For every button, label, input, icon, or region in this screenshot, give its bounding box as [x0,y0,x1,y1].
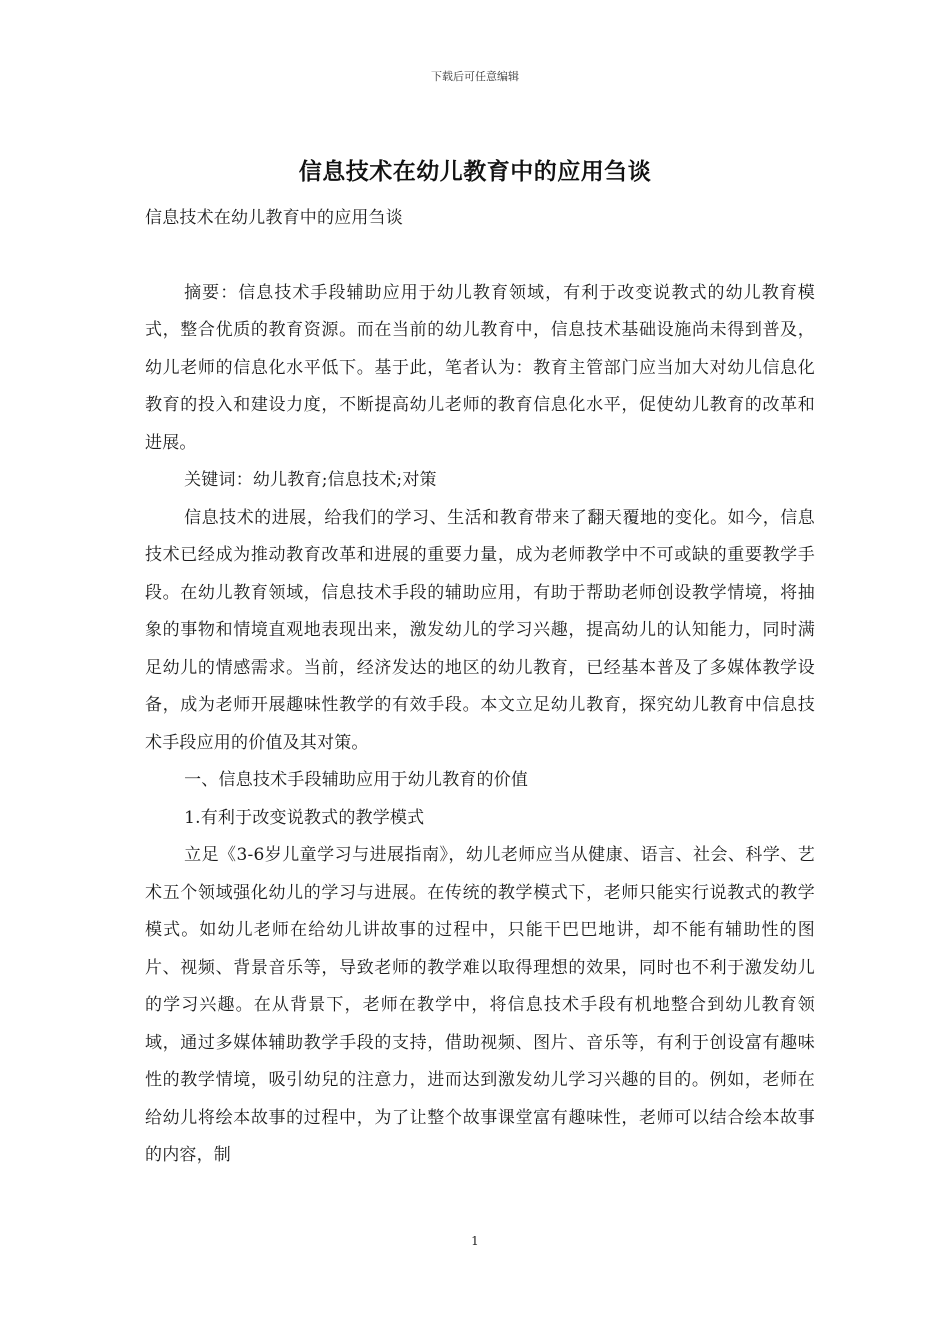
header-note: 下载后可任意编辑 [431,70,519,83]
section-heading: 一、信息技术手段辅助应用于幼儿教育的价值 [184,770,529,790]
body-paragraph: 立足《3-6岁儿童学习与进展指南》，幼儿老师应当从健康、语言、社会、科学、艺术五个领域强化幼儿的学习与进展。在传统的教学模式下，老师只能实行说教式的教学模式。如幼儿老师在给幼儿讲故事的过程中，只能干巴巴地讲，却不能有辅助性的图片、视频、背景音乐等，导致老师的教学难以取得理想的效果，同时也不利于激发幼儿的学习兴趣。在从背景下，老师在教学中，将信息技术手段有机地整合到幼儿教育领域，通过多媒体辅助教学手段的支持，借助视频、图片、音乐等，有利于创设富有趣味性的教学情境，吸引幼兒的注意力，进而达到激发幼儿学习兴趣的目的。例如，老师在给幼儿将绘本故事的过程中，为了让整个故事课堂富有趣味性，老师可以结合绘本故事的内容，制 [145,845,815,1165]
keywords-line: 关键词：幼儿教育;信息技术;对策 [184,470,437,490]
subsection-heading: 1.有利于改变说教式的教学模式 [184,807,425,828]
page-number: 1 [471,1234,479,1248]
document-subtitle: 信息技术在幼儿教育中的应用刍谈 [145,208,403,228]
document-title: 信息技术在幼儿教育中的应用刍谈 [298,159,652,185]
blank-line [145,238,815,275]
document-body [145,200,815,1175]
intro-paragraph: 信息技术的进展，给我们的学习、生活和教育带来了翻天覆地的变化。如今，信息技术已经成为推动教育改革和进展的重要力量，成为老师教学中不可或缺的重要教学手段。在幼儿教育领域，信息技术手段的辅助应用，有助于帮助老师创设教学情境，将抽象的事物和情境直观地表现出来，激发幼儿的学习兴趣，提高幼儿的认知能力，同时满足幼儿的情感需求。当前，经济发达的地区的幼儿教育，已经基本普及了多媒体教学设备，成为老师开展趣味性教学的有效手段。本文立足幼儿教育，探究幼儿教育中信息技术手段应用的价值及其对策。 [145,507,815,753]
abstract-paragraph: 摘要：信息技术手段辅助应用于幼儿教育领域，有利于改变说教式的幼儿教育模式，整合优质的教育资源。而在当前的幼儿教育中，信息技术基础设施尚未得到普及，幼儿老师的信息化水平低下。基于此，笔者认为：教育主管部门应当加大对幼儿信息化教育的投入和建设力度，不断提高幼儿老师的教育信息化水平，促使幼儿教育的改革和进展。 [145,282,815,453]
